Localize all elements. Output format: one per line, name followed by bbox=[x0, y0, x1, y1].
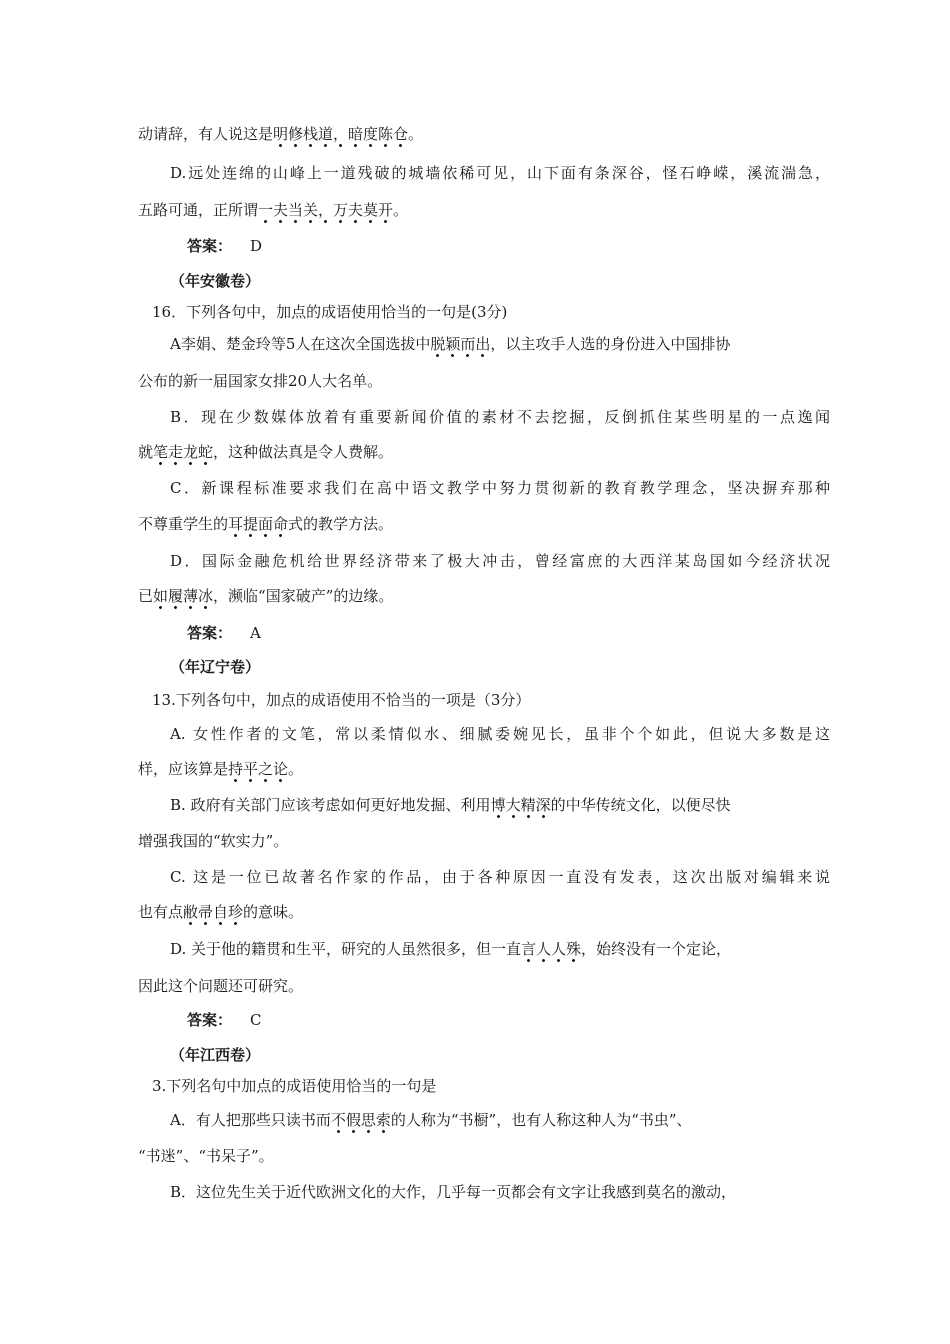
text-line: C. 这是一位已故著名作家的作品，由于各种原因一直没有发表，这次出版对编辑来说 bbox=[170, 868, 830, 886]
text-line: 公布的新一届国家女排20人大名单。 bbox=[138, 372, 383, 390]
question-stem: 16．下列各句中，加点的成语使用恰当的一句是(3分) bbox=[152, 303, 508, 321]
dotted-idiom: 敝帚自珍 bbox=[183, 903, 243, 926]
dotted-idiom: 博大精深 bbox=[491, 796, 551, 819]
source-heading: （年辽宁卷） bbox=[170, 658, 261, 676]
text-line: C．新课程标准要求我们在高中语文教学中努力贯彻新的教育教学理念，坚决摒弃那种 bbox=[170, 479, 830, 497]
text-segment: 的中华传统文化，以便尽快 bbox=[550, 796, 731, 814]
source-heading: （年安徽卷） bbox=[170, 272, 261, 290]
answer-line bbox=[187, 1010, 877, 1032]
dotted-idiom: 笔走龙蛇 bbox=[153, 443, 213, 466]
text-line bbox=[138, 902, 828, 924]
question-stem: 13.下列各句中，加点的成语使用不恰当的一项是（3分） bbox=[152, 691, 531, 709]
answer-label: 答案： bbox=[187, 237, 233, 255]
text-segment: A李娟、楚金玲等5人在这次全国选拔中 bbox=[170, 335, 431, 353]
text-line: B．现在少数媒体放着有重要新闻价值的素材不去挖掘，反倒抓住某些明星的一点逸闻 bbox=[170, 408, 830, 426]
dotted-idiom: 明修栈道，暗度陈仓 bbox=[273, 125, 408, 148]
text-segment: ，以主攻手人选的身份进入中国排协 bbox=[490, 335, 731, 353]
answer-label: 答案： bbox=[187, 624, 233, 642]
text-segment: D. 关于他的籍贯和生平，研究的人虽然很多，但一直 bbox=[170, 940, 522, 958]
text-segment: 五路可通，正所谓 bbox=[138, 201, 259, 219]
text-segment: 也有点 bbox=[138, 903, 184, 921]
dotted-idiom: 脱颖而出 bbox=[430, 335, 490, 358]
text-line: 因此这个问题还可研究。 bbox=[138, 977, 304, 995]
text-segment: 不尊重学生的 bbox=[138, 515, 229, 533]
question-stem: 3.下列名句中加点的成语使用恰当的一句是 bbox=[152, 1077, 437, 1095]
text-segment: ，这种做法真是令人费解。 bbox=[213, 443, 394, 461]
source-heading: （年江西卷） bbox=[170, 1046, 261, 1064]
text-segment: ，濒临“国家破产”的边缘。 bbox=[213, 587, 394, 605]
text-segment: 样，应该算是 bbox=[138, 760, 229, 778]
dotted-idiom: 持平之论 bbox=[228, 760, 288, 783]
text-line: D．国际金融危机给世界经济带来了极大冲击，曾经富庶的大西洋某岛国如今经济状况 bbox=[170, 552, 830, 570]
text-line bbox=[170, 1110, 830, 1132]
option-d-text: D.远处连绵的山峰上一道残破的城墙依稀可见，山下面有条深谷，怪石峥嵘，溪流湍急， bbox=[170, 164, 830, 182]
text-line bbox=[138, 200, 828, 222]
text-line: B．这位先生关于近代欧洲文化的大作，几乎每一页都会有文字让我感到莫名的激动， bbox=[170, 1183, 737, 1201]
text-segment: 式的教学方法。 bbox=[288, 515, 394, 533]
dotted-idiom: 言人人殊 bbox=[521, 940, 581, 963]
answer-label: 答案： bbox=[187, 1011, 233, 1029]
text-line bbox=[170, 795, 830, 817]
answer-value: D bbox=[250, 237, 263, 255]
answer-line bbox=[187, 236, 877, 258]
dotted-idiom: 如履薄冰 bbox=[153, 587, 213, 610]
text-segment: 。 bbox=[288, 760, 304, 778]
answer-value: A bbox=[250, 624, 261, 642]
dotted-idiom: 一夫当关，万夫莫开 bbox=[258, 201, 393, 224]
text-segment: 。 bbox=[393, 201, 409, 219]
answer-value: C bbox=[250, 1011, 262, 1029]
text-line bbox=[138, 586, 828, 608]
text-line bbox=[138, 124, 828, 146]
dotted-idiom: 耳提面命 bbox=[228, 515, 288, 538]
text-line bbox=[138, 759, 828, 781]
text-line bbox=[138, 442, 828, 464]
text-segment: 已 bbox=[138, 587, 154, 605]
text-line: 增强我国的“软实力”。 bbox=[138, 832, 289, 850]
text-segment: 的意味。 bbox=[243, 903, 304, 921]
text-segment: 动请辞，有人说这是 bbox=[138, 125, 274, 143]
text-segment: B. 政府有关部门应该考虑如何更好地发掘、利用 bbox=[170, 796, 491, 814]
text-line: A. 女性作者的文笔，常以柔情似水、细腻委婉见长，虽非个个如此，但说大多数是这 bbox=[170, 725, 830, 743]
text-line bbox=[170, 334, 830, 356]
text-segment: 的人称为“书橱”，也有人称这种人为“书虫”、 bbox=[390, 1111, 692, 1129]
answer-line bbox=[187, 623, 877, 645]
dotted-idiom: 不假思索 bbox=[331, 1111, 391, 1134]
text-segment: 就 bbox=[138, 443, 154, 461]
text-line: “书迷”、“书呆子”。 bbox=[138, 1147, 274, 1165]
text-segment: ，始终没有一个定论， bbox=[581, 940, 732, 958]
text-line bbox=[138, 514, 828, 536]
text-segment: 。 bbox=[408, 125, 424, 143]
text-segment: A．有人把那些只读书而 bbox=[170, 1111, 331, 1129]
text-line bbox=[170, 939, 830, 961]
